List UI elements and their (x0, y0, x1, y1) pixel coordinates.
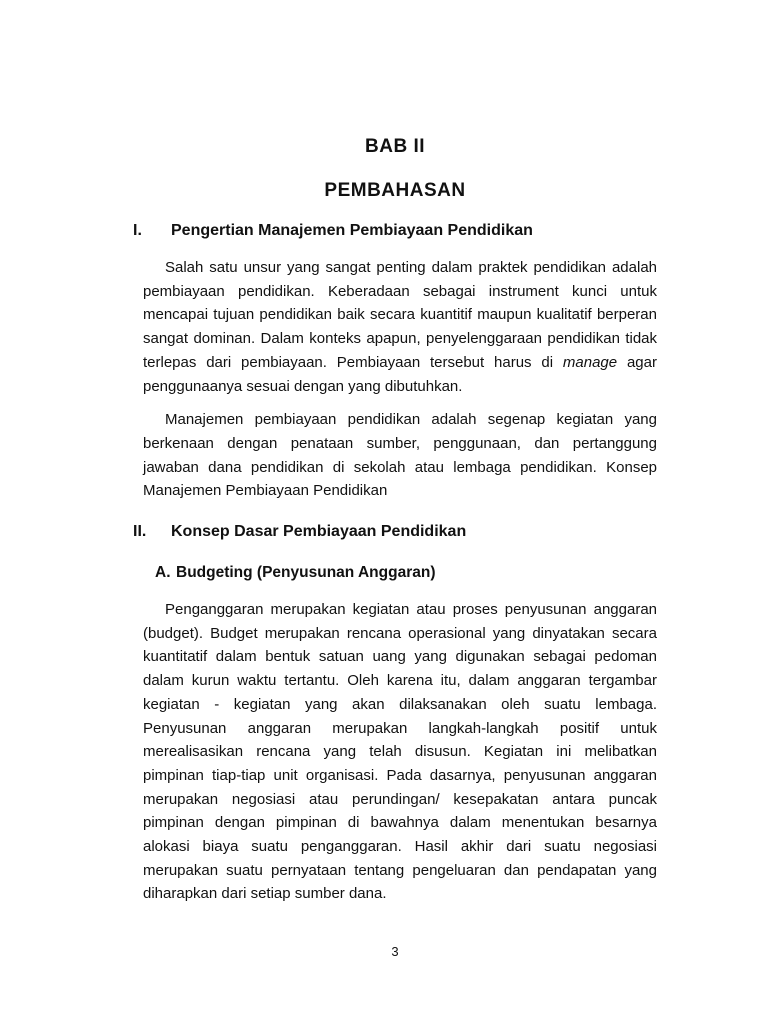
section-1-numeral: I. (133, 222, 142, 239)
paragraph-1 (143, 256, 657, 398)
paragraph-1-text-after-italic: agar penggunaanya sesuai dengan yang dibutuhkan. (143, 353, 657, 395)
subsection-a-heading (155, 561, 657, 584)
section-2-heading (133, 520, 657, 543)
section-1-heading (133, 219, 657, 242)
chapter-title: PEMBAHASAN (324, 180, 466, 201)
section-2-numeral: II. (133, 523, 147, 541)
page-number: 3 (391, 944, 399, 959)
paragraph-1-text-before-italic: Salah satu unsur yang sangat penting dalam praktek pendidikan adalah pembiayaan pendidikan. Keberadaan sebagai instrument kunci untuk mencapai tujuan pendidikan baik secara kuantitif maupun kualitatif berperan sangat dominan. Dalam konteks apapun, penyelenggaraan pendidikan tidak terlepas dari pembiayaan. Pembiayaan tersebut harus di (143, 259, 657, 371)
paragraph-1-italic-word: manage (562, 353, 618, 371)
paragraph-3: Penganggaran merupakan kegiatan atau proses penyusunan anggaran (budget). Budget merupakan rencana operasional yang dinyatakan secara kuantitatif dalam bentuk satuan uang yang digunakan sebagai pedoman dalam kurun waktu tertantu. Oleh karena itu, dalam anggaran tergambar kegiatan - kegiatan yang akan dilaksanakan oleh suatu lembaga. Penyusunan anggaran merupakan langkah-langkah positif untuk merealisasikan rencana yang telah disusun. Kegiatan ini melibatkan pimpinan tiap-tiap unit organisasi. Pada dasarnya, penyusunan anggaran merupakan negosiasi atau perundingan/ kesepakatan antara puncak pimpinan dengan pimpinan di bawahnya dalam menentukan besarnya alokasi biaya suatu penganggaran. Hasil akhir dari suatu negosiasi merupakan suatu pernyataan tentang pengeluaran dan pendapatan yang diharapkan dari setiap sumber dana. (143, 601, 657, 903)
paragraph-2: Manajemen pembiayaan pendidikan adalah segenap kegiatan yang berkenaan dengan penataan sumber, penggunaan, dan pertanggung jawaban dana pendidikan di sekolah atau lembaga pendidikan. Konsep Manajemen Pembiayaan Pendidikan (143, 411, 657, 500)
section-2-heading-text: Konsep Dasar Pembiayaan Pendidikan (171, 523, 467, 541)
subsection-a-letter: A. (155, 564, 171, 582)
chapter-number-title: BAB II (365, 136, 425, 157)
subsection-a-heading-text: Budgeting (Penyusunan Anggaran) (176, 564, 436, 582)
document-content (133, 0, 657, 906)
section-1-heading-text: Pengertian Manajemen Pembiayaan Pendidikan (171, 222, 533, 239)
